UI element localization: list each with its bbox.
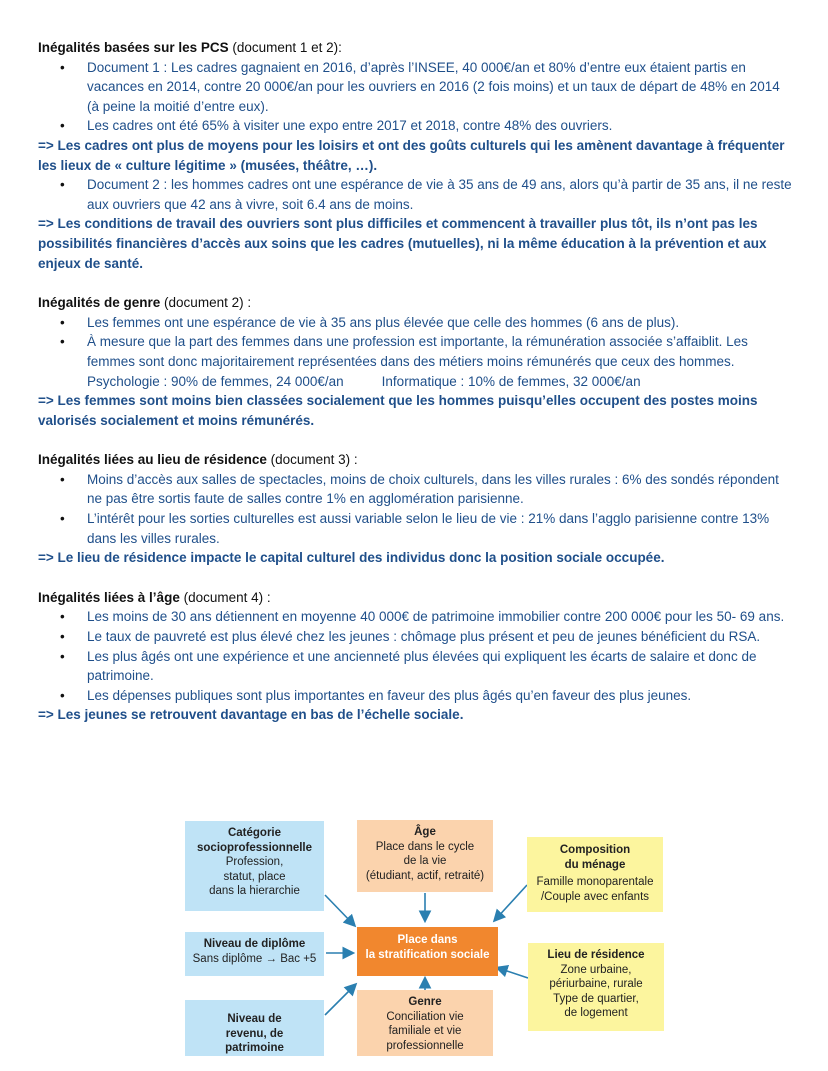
arrow-revenu [325, 985, 355, 1015]
box-genre: Genre Conciliation vie familiale et vie professionnelle [357, 990, 493, 1056]
box-place-stratification: Place dans la stratification sociale [357, 927, 498, 976]
bullet-list-pcs-2 [38, 175, 794, 214]
section-heading-genre: Inégalités de genre (document 2) : [38, 295, 252, 311]
box-menage: Composition du ménage Famille monoparentale /Couple avec enfants [527, 837, 663, 912]
list-item: • Le taux de pauvreté est plus élevé chez les jeunes : chômage plus présent et peu de jeunes bénéficient du RSA. [38, 627, 794, 647]
bullet-list-residence [38, 470, 794, 548]
list-item: • À mesure que la part des femmes dans une profession est importante, la rémunération associée s’affaiblit. Les femmes sont donc majoritairement représentées dans des métiers moins rémunérés que ceux des hommes. [38, 332, 794, 371]
arrow-residence [498, 968, 528, 978]
list-item: • Les cadres ont été 65% à visiter une expo entre 2017 et 2018, contre 48% des ouvriers. [38, 116, 794, 136]
box-revenu: Niveau de revenu, de patrimoine [185, 1000, 324, 1056]
conclusion-pcs-2: => Les conditions de travail des ouvriers sont plus difficiles et commencent à travailler plus tôt, ils n’ont pas les possibilités financières d’accès aux soins que les cadres (mutuelles), ni la même éducation à la prévention et aux enjeux de santé. [38, 216, 767, 271]
bullet-list-age [38, 607, 794, 705]
box-diplome: Niveau de diplôme Sans diplôme → Bac +5 [185, 932, 324, 976]
list-item: • Document 2 : les hommes cadres ont une espérance de vie à 35 ans de 49 ans, alors qu’à partir de 35 ans, il ne reste aux ouvriers que 42 ans à vivre, soit 6.4 ans de moins. [38, 175, 794, 214]
document-body [38, 38, 794, 725]
list-item: • L’intérêt pour les sorties culturelles est aussi variable selon le lieu de vie : 21% dans l’agglo parisienne contre 13% dans les villes rurales. [38, 509, 794, 548]
box-residence: Lieu de résidence Zone urbaine, périurbaine, rurale Type de quartier, de logement [528, 943, 664, 1031]
conclusion-genre: => Les femmes sont moins bien classées socialement que les hommes puisqu’elles occupent des postes moins valorisés socialement et moins rémunérés. [38, 393, 758, 428]
box-categorie: Catégorie socioprofessionnelle Profession, statut, place dans la hierarchie [185, 821, 324, 911]
conclusion-residence: => Le lieu de résidence impacte le capital culturel des individus donc la position sociale occupée. [38, 550, 665, 566]
arrow-menage [495, 885, 527, 920]
list-item: • Moins d’accès aux salles de spectacles, moins de choix culturels, dans les villes rurales : 6% des sondés répondent ne pas être sortis faute de salles contre 1% en agglomération parisienne. [38, 470, 794, 509]
bullet-list-pcs-1 [38, 58, 794, 136]
conclusion-age: => Les jeunes se retrouvent davantage en bas de l’échelle sociale. [38, 707, 464, 723]
list-item: • Les moins de 30 ans détiennent en moyenne 40 000€ de patrimoine immobilier contre 200 000€ pour les 50- 69 ans. [38, 607, 794, 627]
list-item: • Les plus âgés ont une expérience et une ancienneté plus élevées qui expliquent les écarts de salaire et donc de patrimoine. [38, 647, 794, 686]
section-heading-age: Inégalités liées à l’âge (document 4) : [38, 589, 271, 605]
box-age: Âge Place dans le cycle de la vie (étudiant, actif, retraité) [357, 820, 493, 892]
list-item: • Document 1 : Les cadres gagnaient en 2016, d’après l’INSEE, 40 000€/an et 80% d’entre eux étaient partis en vacances en 2014, contre 20 000€/an pour les ouvriers en 2016 (2 fois moins) et un taux de départ de 48% en 2014 (à peine la moitié d’entre eux). [38, 58, 794, 117]
bullet-list-genre [38, 313, 794, 372]
arrow-categorie [325, 895, 354, 925]
section-heading-residence: Inégalités liées au lieu de résidence (document 3) : [38, 452, 358, 468]
section-heading-pcs: Inégalités basées sur les PCS (document 1 et 2): [38, 40, 342, 55]
list-item: • Les dépenses publiques sont plus importantes en faveur des plus âgés qu’en faveur des plus jeunes. [38, 686, 794, 706]
list-item: • Les femmes ont une espérance de vie à 35 ans plus élevée que celle des hommes (6 ans de plus). [38, 313, 794, 333]
genre-examples: Psychologie : 90% de femmes, 24 000€/an Informatique : 10% de femmes, 32 000€/an [87, 373, 641, 389]
conclusion-pcs-1: => Les cadres ont plus de moyens pour les loisirs et ont des goûts culturels qui les amènent davantage à fréquenter les lieux de « culture légitime » (musées, théâtre, …). [38, 137, 785, 173]
